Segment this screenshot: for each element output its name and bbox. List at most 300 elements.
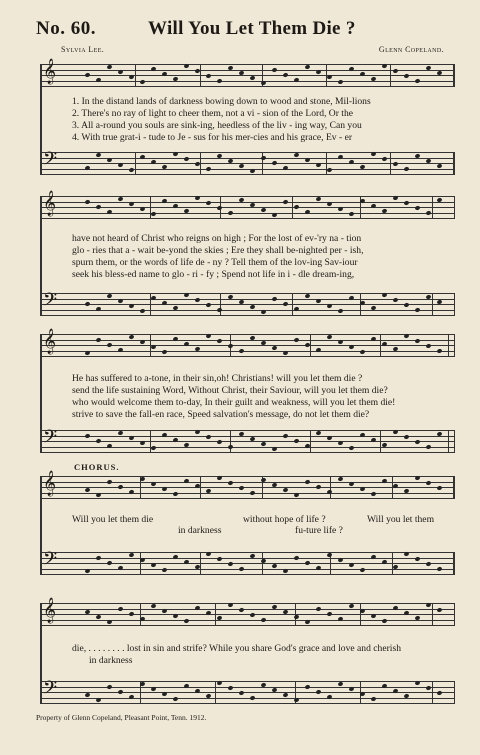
note-head [403,302,409,307]
verse-line: 3. All a-round you souls are sink-ing, heedless of the liv - ing way, Can you [72,120,362,131]
note-head [194,605,200,610]
bar-line [390,152,391,174]
note-head [436,348,442,353]
verse-line: have not heard of Christ who reigns on high ; For the lost of ev-'ry na - tion [72,233,362,244]
note-head [216,307,222,312]
bar-line [215,603,216,625]
note-head [172,554,178,559]
note-head [139,557,145,562]
note-head [392,161,398,166]
verses-block-3 [72,373,395,421]
note-head [370,613,376,618]
note-head [293,306,299,311]
note-head [403,333,409,338]
note-head [414,680,420,685]
note-head [337,440,343,445]
bar-line [310,430,311,452]
note-head [139,440,145,445]
note-head [205,302,211,307]
bar-line [454,196,455,218]
staff-line [40,441,455,442]
note-head [172,696,178,701]
note-head [337,616,343,621]
note-head [227,685,233,690]
note-head [106,619,112,624]
verse-line: who would welcome them to-day, In their guilt and weakness, will you let them die! [72,397,396,408]
note-head [392,195,398,200]
staff [40,548,455,574]
note-head [304,157,310,162]
staff-line [40,207,455,208]
note-head [84,72,90,77]
note-head [238,607,244,612]
note-head [282,301,288,306]
note-head [414,556,420,561]
note-head [205,434,211,439]
note-head [161,349,167,354]
bar-line [380,334,381,356]
note-head [370,336,376,341]
bar-line [390,64,391,86]
note-head [381,156,387,161]
note-head [227,210,233,215]
note-head [205,551,211,556]
verses-block-1 [72,96,371,144]
bar-line [432,603,433,625]
note-head [337,557,343,562]
note-head [227,444,233,449]
staff-line [40,169,455,170]
chorus-lyric: Will you let them [367,514,435,525]
verse-line: 2. There's no ray of light to cheer them, not a vi - sion of the Lord, Or the [72,108,354,119]
note-head [106,342,112,347]
note-head [348,562,354,567]
staff [40,597,455,625]
note-head [315,69,321,74]
note-head [95,555,101,560]
note-head [315,347,321,352]
note-head [95,697,101,702]
verse-line: 4. With true grat-i - tude to Je - sus for his mer-cies and his grace, Ev - er [72,132,353,143]
treble-clef-icon: 𝄞 [43,597,57,622]
chorus-lyric: fu-ture life ? [295,525,343,536]
note-head [392,605,398,610]
staff-line [40,174,455,175]
bar-line [432,681,433,703]
note-head [381,478,387,483]
staff-line [40,75,455,76]
note-head [425,480,431,485]
lyricist-credit: Sylvia Lee. [61,45,105,54]
note-head [293,492,299,497]
hymn-number: No. 60. [36,18,96,39]
note-head [348,295,354,300]
note-head [117,565,123,570]
note-head [117,689,123,694]
note-head [95,337,101,342]
note-head [425,561,431,566]
note-head [436,690,442,695]
note-head [381,63,387,68]
note-head [348,344,354,349]
note-head [436,566,442,571]
note-head [425,210,431,215]
note-head [315,606,321,611]
bar-line [135,152,136,174]
note-head [95,204,101,209]
note-head [326,167,332,172]
bar-line [454,603,455,625]
treble-clef-icon: 𝄞 [43,470,57,495]
staff [40,58,455,86]
bar-line [432,196,433,218]
staff-line [40,447,455,448]
staff [40,470,455,498]
note-head [282,199,288,204]
note-head [414,78,420,83]
note-head [425,343,431,348]
staff-line [40,698,455,699]
note-head [238,485,244,490]
note-head [183,63,189,68]
chorus-label: CHORUS. [74,462,120,472]
bar-line [330,476,331,498]
note-head [271,296,277,301]
staff-line [40,293,455,294]
note-head [304,619,310,624]
bar-line [454,476,455,498]
staff-line [40,614,455,615]
note-head [348,211,354,216]
note-head [315,298,321,303]
note-head [183,156,189,161]
note-head [128,74,134,79]
note-head [260,309,266,314]
staff [40,677,455,703]
note-head [436,485,442,490]
staff-line [40,310,455,311]
bar-line [200,552,201,574]
note-head [150,295,156,300]
note-head [216,338,222,343]
note-head [128,201,134,206]
note-head [414,338,420,343]
note-head [304,560,310,565]
verse-line: send the life sustaining Word, Without Christ, their Saviour, will you let them die? [72,385,388,396]
note-head [271,212,277,217]
note-head [183,618,189,623]
note-head [216,680,222,685]
note-head [337,206,343,211]
note-head [315,484,321,489]
staff-line [40,603,455,604]
note-head [194,429,200,434]
note-head [315,565,321,570]
note-head [381,618,387,623]
note-head [84,199,90,204]
note-head [271,67,277,72]
note-head [293,77,299,82]
note-head [326,489,332,494]
note-head [150,66,156,71]
note-head [139,339,145,344]
staff-line [40,345,455,346]
note-head [216,439,222,444]
note-head [425,685,431,690]
hymn-title: Will You Let Them Die ? [148,18,356,39]
note-head [106,560,112,565]
note-head [117,347,123,352]
bar-line [448,430,449,452]
note-head [128,167,134,172]
note-head [403,166,409,171]
treble-clef-icon: 𝄞 [43,58,57,83]
chorus-lyric: Will you let them die [72,514,154,525]
note-head [271,160,277,165]
note-head [106,157,112,162]
note-head [359,486,365,491]
note-head [403,551,409,556]
note-head [337,154,343,159]
note-head [227,602,233,607]
note-head [216,475,222,480]
staff-line [40,213,455,214]
note-head [260,80,266,85]
staff-line [40,681,455,682]
note-head [150,211,156,216]
chorus-lyric: in darkness [178,525,222,536]
bar-line [292,293,293,315]
composer-credit: Glenn Copeland. [378,45,444,54]
note-head [172,336,178,341]
note-head [348,66,354,71]
verse-line: He has suffered to a-tone, in their sin,oh! Christians! will you let them die ? [72,373,363,384]
note-head [326,611,332,616]
note-head [128,303,134,308]
note-head [414,307,420,312]
note-head [348,686,354,691]
note-head [315,162,321,167]
note-head [194,297,200,302]
note-head [117,162,123,167]
note-head [161,198,167,203]
bar-line [432,293,433,315]
note-head [282,350,288,355]
bass-clef-icon: 𝄢 [43,148,58,173]
bar-line [454,334,455,356]
note-head [106,684,112,689]
note-head [172,613,178,618]
note-head [293,697,299,702]
bass-clef-icon: 𝄢 [43,289,58,314]
note-head [282,165,288,170]
note-head [183,683,189,688]
bar-line [392,552,393,574]
note-head [139,154,145,159]
note-head [249,612,255,617]
note-head [392,68,398,73]
staff-line [40,703,455,704]
bar-line [380,430,381,452]
note-head [95,306,101,311]
note-head [238,566,244,571]
note-head [227,561,233,566]
note-head [117,69,123,74]
note-head [293,438,299,443]
note-head [205,333,211,338]
chorus-lyric: in darkness [89,655,133,666]
staff [40,426,455,452]
staff-line [40,202,455,203]
note-head [370,151,376,156]
note-head [205,166,211,171]
note-head [161,567,167,572]
note-head [381,683,387,688]
note-head [117,298,123,303]
note-head [161,432,167,437]
note-head [183,478,189,483]
note-head [150,344,156,349]
note-head [359,432,365,437]
note-head [392,429,398,434]
note-head [205,200,211,205]
verse-line: 1. In the distand lands of darkness bowing down to wood and stone, Mil-lions [72,96,371,107]
bar-line [454,152,455,174]
note-head [128,611,134,616]
staff-line [40,315,455,316]
note-head [293,204,299,209]
staff-line [40,625,455,626]
bar-line [360,603,361,625]
staff-line [40,86,455,87]
note-head [293,337,299,342]
staff-line [40,687,455,688]
note-head [128,489,134,494]
note-head [84,433,90,438]
note-head [403,434,409,439]
staff [40,289,455,315]
bar-line [140,603,141,625]
note-head [370,554,376,559]
staff-line [40,436,455,437]
note-head [249,490,255,495]
staff-line [40,574,455,575]
note-head [381,292,387,297]
verses-block-2 [72,233,363,281]
note-head [95,492,101,497]
note-head [359,567,365,572]
note-head [403,73,409,78]
bass-clef-icon: 𝄢 [43,677,58,702]
note-head [128,694,134,699]
bar-line [215,681,216,703]
note-head [249,168,255,173]
note-head [227,343,233,348]
bar-line [454,430,455,452]
note-head [436,607,442,612]
note-head [216,205,222,210]
staff [40,328,455,356]
note-head [392,297,398,302]
note-head [282,568,288,573]
chorus-lyric: without hope of life ? [243,514,326,525]
treble-clef-icon: 𝄞 [43,190,57,215]
note-head [84,568,90,573]
note-head [139,79,145,84]
note-head [282,72,288,77]
bass-clef-icon: 𝄢 [43,426,58,451]
note-head [337,339,343,344]
staff-line [40,81,455,82]
note-head [227,480,233,485]
verse-line: strive to save the fall-en race, Speed salvation's message, do not let them die? [72,409,370,420]
note-head [216,556,222,561]
note-head [326,201,332,206]
note-head [304,209,310,214]
bass-clef-icon: 𝄢 [43,548,58,573]
note-head [117,484,123,489]
note-head [359,691,365,696]
note-head [370,696,376,701]
bar-line [454,681,455,703]
note-head [238,348,244,353]
verse-line: seek his bless-ed name to glo - ri - fy ; Spend not life in i - dle dream-ing, [72,269,355,280]
bar-line [454,64,455,86]
note-head [161,691,167,696]
note-head [139,616,145,621]
note-head [172,151,178,156]
note-head [117,606,123,611]
note-head [106,209,112,214]
note-head [161,486,167,491]
note-head [282,433,288,438]
note-head [205,73,211,78]
note-head [271,446,277,451]
note-head [414,205,420,210]
note-head [337,79,343,84]
staff-line [40,218,455,219]
note-head [150,445,156,450]
note-head [150,481,156,486]
staff-line [40,620,455,621]
note-head [238,690,244,695]
note-head [249,695,255,700]
bar-line [448,334,449,356]
note-head [194,195,200,200]
staff-line [40,158,455,159]
note-head [348,445,354,450]
staff-line [40,152,455,153]
note-head [260,617,266,622]
note-head [414,439,420,444]
note-head [359,198,365,203]
staff-line [40,340,455,341]
note-head [139,308,145,313]
note-head [414,475,420,480]
staff [40,190,455,218]
treble-clef-icon: 𝄞 [43,328,57,353]
note-head [106,479,112,484]
note-head [150,562,156,567]
bar-line [454,552,455,574]
note-head [348,481,354,486]
staff-line [40,356,455,357]
note-head [337,308,343,313]
bar-line [454,293,455,315]
note-head [84,165,90,170]
note-head [95,77,101,82]
note-head [161,608,167,613]
